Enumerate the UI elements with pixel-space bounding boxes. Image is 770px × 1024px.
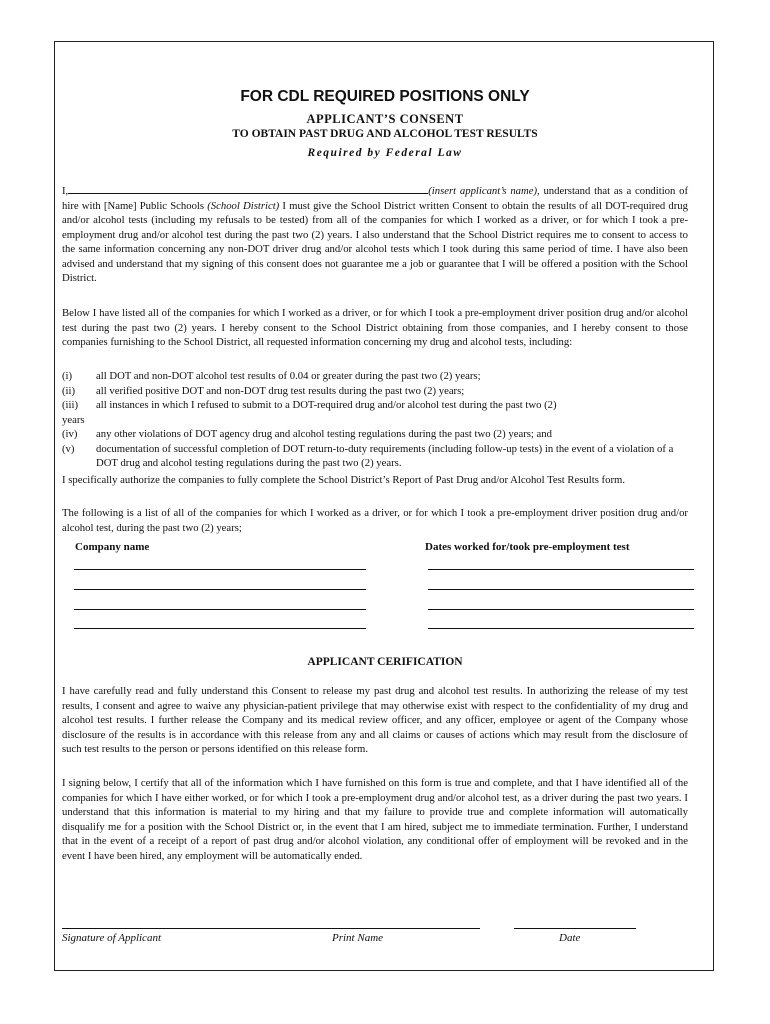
cert-para2-text: I signing below, I certify that all of the information which I have furnished on this form is true and complete, and that I have identified all of the companies for which I have either worked, or for which I took a pre-employment drug and/or alcohol test, as a driver during the past two years. I understand that this information is material to my hiring and that my failure to provide true and complete information will automatically disqualify me for a position with the School District or, in the event that I am hired, subject me to immediate termination. Further, I understand that in the event of a receipt of a report of past drug and/or alcohol violation, any conditional offer of employment will be revoked and in the event I have been hired, any employment will be automatically ended. — [62, 777, 688, 862]
list-item: (v) documentation of successful completion of DOT return-to-duty requirements (including follow-up tests) in the event of a violation of a DOT drug and alcohol testing regulations during the past two (2) years. — [62, 442, 674, 469]
federal-law-note: Required by Federal Law — [307, 147, 463, 159]
consent-paragraph-4 — [62, 506, 688, 535]
company-name-line[interactable] — [74, 628, 366, 629]
certification-heading: APPLICANT CERIFICATION — [307, 656, 463, 668]
insert-name-label: (insert applicant’s name), — [428, 185, 540, 197]
para1-text-a: understand that as a condition of hire with [Name] Public Schools — [62, 185, 688, 212]
date-line[interactable] — [514, 928, 636, 929]
consent-subheading: TO OBTAIN PAST DRUG AND ALCOHOL TEST RESULTS — [232, 128, 538, 140]
applicant-name-field[interactable] — [68, 183, 428, 194]
consent-paragraph-3 — [62, 473, 688, 488]
para3-text: I specifically authorize the companies to fully complete the School District’s Report of Past Drug and/or Alcohol Test Results form. — [62, 474, 625, 486]
certification-paragraph-1 — [62, 684, 688, 757]
school-district-label: (School District) — [207, 199, 280, 212]
company-name-line[interactable] — [74, 589, 366, 590]
list-item: years — [62, 413, 85, 426]
para1-text-b: I must give the School District written Consent to obtain the results of all DOT-required drug and/or alcohol tests (including my refusals to be tested) from all of the companies for which I worked as a driver, or for which I took a pre-employment drug and/or alcohol test during the past two (2) years. I also understand that the School District requires me to consent to access to the same information concerning any non-DOT driver drug and/or alcohol tests which I took during this same period of time. I have also been advised and understand that my signing of this consent does not guarantee me a job or guarantee that I will be offered a position with the School District. — [62, 199, 688, 284]
para2-text: Below I have listed all of the companies for which I worked as a driver, or for which I took a pre-employment driver position drug and/or alcohol test during the past two (2) years. I hereby consent to the School District obtaining from those companies, and I hereby consent to those companies furnishing to the School District, all requested information concerning my drug and alcohol tests, including: — [62, 307, 688, 348]
consent-heading: APPLICANT’S CONSENT — [306, 112, 464, 126]
print-name-label: Print Name — [332, 932, 384, 944]
para4-text: The following is a list of all of the companies for which I worked as a driver, or for which I took a pre-employment driver position drug and/or alcohol test, during the past two (2) years; — [62, 507, 688, 534]
test-results-list — [62, 369, 688, 471]
dates-line[interactable] — [428, 609, 694, 610]
company-name-line[interactable] — [74, 569, 366, 570]
company-name-header: Company name — [75, 541, 150, 553]
list-item: (ii) all verified positive DOT and non-DOT drug test results during the past two (2) years; — [62, 384, 465, 397]
list-item: (i) all DOT and non-DOT alcohol test results of 0.04 or greater during the past two (2) years; — [62, 370, 481, 382]
signature-line[interactable] — [62, 928, 480, 929]
signature-label: Signature of Applicant — [62, 932, 161, 944]
date-label: Date — [559, 932, 581, 944]
cert-para1-text: I have carefully read and fully understand this Consent to release my past drug and alcohol test results. In authorizing the release of my test results, I consent and agree to waive any physician-patient privilege that may otherwise exist with respect to the confidentiality of my drug and alcohol test results. I further release the Company and its medical review officer, and any officer, employee or agent of the Company whose disclosure of the results is in accordance with this release from any and all claims or causes of actions which may result from the disclosure of such test results to the person or persons identified on this release form. — [62, 685, 688, 755]
dates-line[interactable] — [428, 569, 694, 570]
list-item: (iv) any other violations of DOT agency drug and alcohol testing regulations during the past two (2) years; and — [62, 428, 552, 440]
dates-worked-header: Dates worked for/took pre-employment test — [425, 541, 630, 553]
company-name-line[interactable] — [74, 609, 366, 610]
consent-paragraph-2 — [62, 306, 688, 350]
dates-line[interactable] — [428, 628, 694, 629]
certification-paragraph-2 — [62, 776, 688, 863]
page-title: FOR CDL REQUIRED POSITIONS ONLY — [240, 88, 530, 105]
list-item: (iii) all instances in which I refused to submit to a DOT-required drug and/or alcohol test during the past two (2) — [62, 399, 557, 411]
prefix-text: I, — [62, 185, 69, 197]
consent-paragraph-1 — [62, 183, 688, 286]
dates-line[interactable] — [428, 589, 694, 590]
